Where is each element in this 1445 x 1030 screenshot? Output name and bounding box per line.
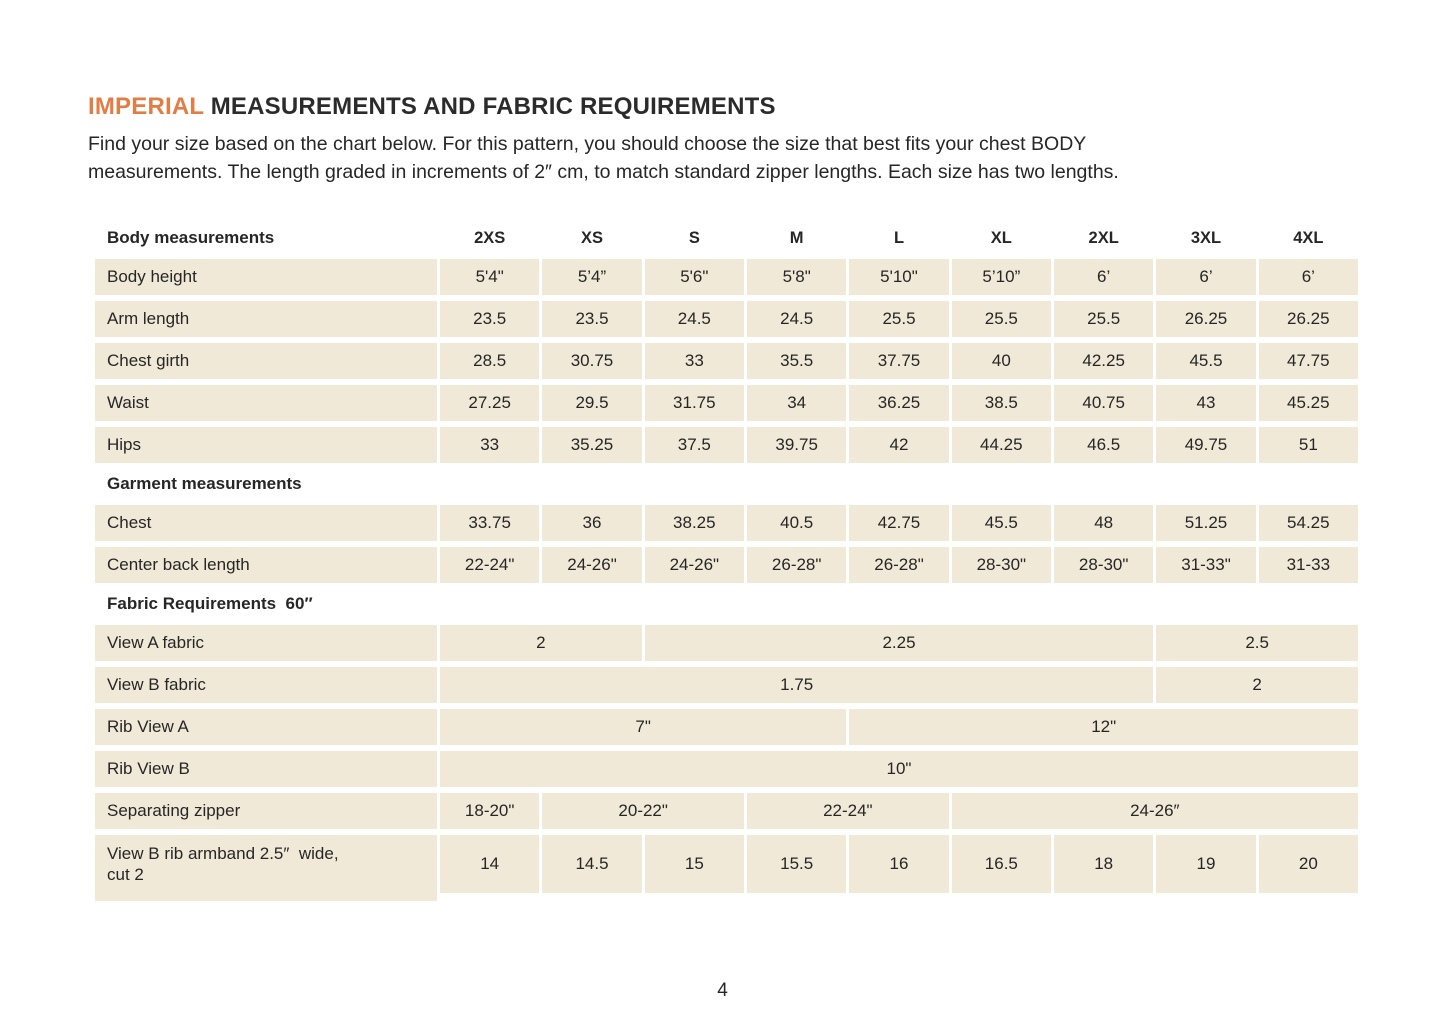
table-cell: 5’10” (952, 259, 1051, 295)
table-cell: 5'8" (747, 259, 846, 295)
table-cell: 14 (440, 835, 539, 893)
table-cell: 6’ (1054, 259, 1153, 295)
column-header-3xl: 3XL (1190, 228, 1222, 247)
table-cell: 33.75 (440, 505, 539, 541)
table-cell: 26.25 (1259, 301, 1358, 337)
row-label: View A fabric (95, 625, 437, 661)
table-cell: 16 (849, 835, 948, 893)
table-cell: 34 (747, 385, 846, 421)
merged-table-cell: 2 (440, 625, 642, 661)
table-cell: 38.25 (645, 505, 744, 541)
table-cell: 40.5 (747, 505, 846, 541)
merged-table-cell: 12" (849, 709, 1358, 745)
row-label: Chest girth (95, 343, 437, 379)
table-cell: 22-24" (440, 547, 539, 583)
table-cell: 43 (1156, 385, 1255, 421)
table-cell: 19 (1156, 835, 1255, 893)
table-cell: 39.75 (747, 427, 846, 463)
column-header-l: L (893, 228, 905, 247)
row-label: View B fabric (95, 667, 437, 703)
page-number: 4 (717, 980, 728, 1001)
table-cell: 5'4" (440, 259, 539, 295)
row-label (95, 835, 437, 901)
row-label: Body height (95, 259, 437, 295)
table-cell: 5'6" (645, 259, 744, 295)
table-cell: 25.5 (849, 301, 948, 337)
table-cell: 28-30" (952, 547, 1051, 583)
column-header-2xs: 2XS (474, 228, 506, 247)
table-cell: 18 (1054, 835, 1153, 893)
page-title (88, 93, 1365, 121)
table-cell: 48 (1054, 505, 1153, 541)
page-title-highlight: IMPERIAL (88, 93, 204, 120)
row-label: Arm length (95, 301, 437, 337)
table-cell: 27.25 (440, 385, 539, 421)
table-cell: 16.5 (952, 835, 1051, 893)
merged-table-cell: 18-20" (440, 793, 539, 829)
table-cell: 38.5 (952, 385, 1051, 421)
table-cell: 51.25 (1156, 505, 1255, 541)
table-cell: 31-33 (1259, 547, 1358, 583)
table-cell: 31.75 (645, 385, 744, 421)
table-cell: 26-28" (849, 547, 948, 583)
section-header-garment: Garment measurements (107, 474, 302, 493)
table-cell: 36 (542, 505, 641, 541)
merged-table-cell: 10" (440, 751, 1358, 787)
column-header-xs: XS (580, 228, 603, 247)
merged-table-cell: 20-22" (542, 793, 744, 829)
row-label: Waist (95, 385, 437, 421)
header-block (0, 0, 1445, 186)
table-cell: 51 (1259, 427, 1358, 463)
table-cell: 40.75 (1054, 385, 1153, 421)
intro-line-1: Find your size based on the chart below. For this pattern, you should choose the size that best fits your chest BODY (88, 133, 1087, 155)
table-cell: 45.5 (952, 505, 1051, 541)
table-cell: 45.5 (1156, 343, 1255, 379)
table-cell: 42.75 (849, 505, 948, 541)
row-label: Rib View A (95, 709, 437, 745)
table-cell: 28.5 (440, 343, 539, 379)
table-cell: 35.25 (542, 427, 641, 463)
intro-paragraph (88, 130, 1365, 186)
merged-table-cell: 2 (1156, 667, 1358, 703)
table-cell: 40 (952, 343, 1051, 379)
table-cell: 24-26" (645, 547, 744, 583)
page-title-rest: MEASUREMENTS AND FABRIC REQUIREMENTS (203, 93, 776, 120)
table-cell: 42.25 (1054, 343, 1153, 379)
table-cell: 23.5 (440, 301, 539, 337)
table-cell: 46.5 (1054, 427, 1153, 463)
table-cell: 20 (1259, 835, 1358, 893)
column-header-label: Body measurements (107, 228, 275, 247)
merged-table-cell: 2.5 (1156, 625, 1358, 661)
row-label: Chest (95, 505, 437, 541)
table-cell: 33 (645, 343, 744, 379)
table-cell: 5’4” (542, 259, 641, 295)
table-cell: 26.25 (1156, 301, 1255, 337)
row-label: Hips (95, 427, 437, 463)
merged-table-cell: 7" (440, 709, 846, 745)
row-label-line-2: cut 2 (107, 865, 144, 884)
size-chart-table (95, 223, 1358, 901)
table-cell: 6’ (1156, 259, 1255, 295)
column-header-m: M (789, 228, 804, 247)
merged-table-cell: 2.25 (645, 625, 1154, 661)
table-cell: 35.5 (747, 343, 846, 379)
table-cell: 49.75 (1156, 427, 1255, 463)
row-label-line-1: View B rib armband 2.5″ wide, (107, 844, 339, 863)
table-cell: 36.25 (849, 385, 948, 421)
table-cell: 47.75 (1259, 343, 1358, 379)
table-cell: 33 (440, 427, 539, 463)
table-cell: 15 (645, 835, 744, 893)
section-header-fabric-requirements: Fabric Requirements 60″ (107, 594, 313, 613)
table-cell: 24-26" (542, 547, 641, 583)
table-cell: 29.5 (542, 385, 641, 421)
table-cell: 42 (849, 427, 948, 463)
table-cell: 25.5 (952, 301, 1051, 337)
intro-line-2: measurements. The length graded in increments of 2″ cm, to match standard zipper lengths. Each size has two lengths. (88, 161, 1119, 183)
table-cell: 5'10" (849, 259, 948, 295)
table-cell: 37.5 (645, 427, 744, 463)
table-cell: 37.75 (849, 343, 948, 379)
table-cell: 28-30" (1054, 547, 1153, 583)
table-cell: 25.5 (1054, 301, 1153, 337)
row-label: Separating zipper (95, 793, 437, 829)
column-header-4xl: 4XL (1293, 228, 1324, 247)
table-cell: 54.25 (1259, 505, 1358, 541)
column-header-2xl: 2XL (1088, 228, 1119, 247)
column-header-s: S (688, 228, 700, 247)
merged-table-cell: 24-26″ (952, 793, 1358, 829)
table-cell: 6’ (1259, 259, 1358, 295)
column-header-xl: XL (990, 228, 1012, 247)
table-cell: 23.5 (542, 301, 641, 337)
table-cell: 24.5 (747, 301, 846, 337)
table-cell: 44.25 (952, 427, 1051, 463)
table-cell: 24.5 (645, 301, 744, 337)
table-cell: 30.75 (542, 343, 641, 379)
table-cell: 45.25 (1259, 385, 1358, 421)
table-cell: 15.5 (747, 835, 846, 893)
merged-table-cell: 22-24" (747, 793, 949, 829)
row-label: Rib View B (95, 751, 437, 787)
merged-table-cell: 1.75 (440, 667, 1153, 703)
table-cell: 14.5 (542, 835, 641, 893)
table-cell: 26-28" (747, 547, 846, 583)
table-cell: 31-33" (1156, 547, 1255, 583)
row-label: Center back length (95, 547, 437, 583)
